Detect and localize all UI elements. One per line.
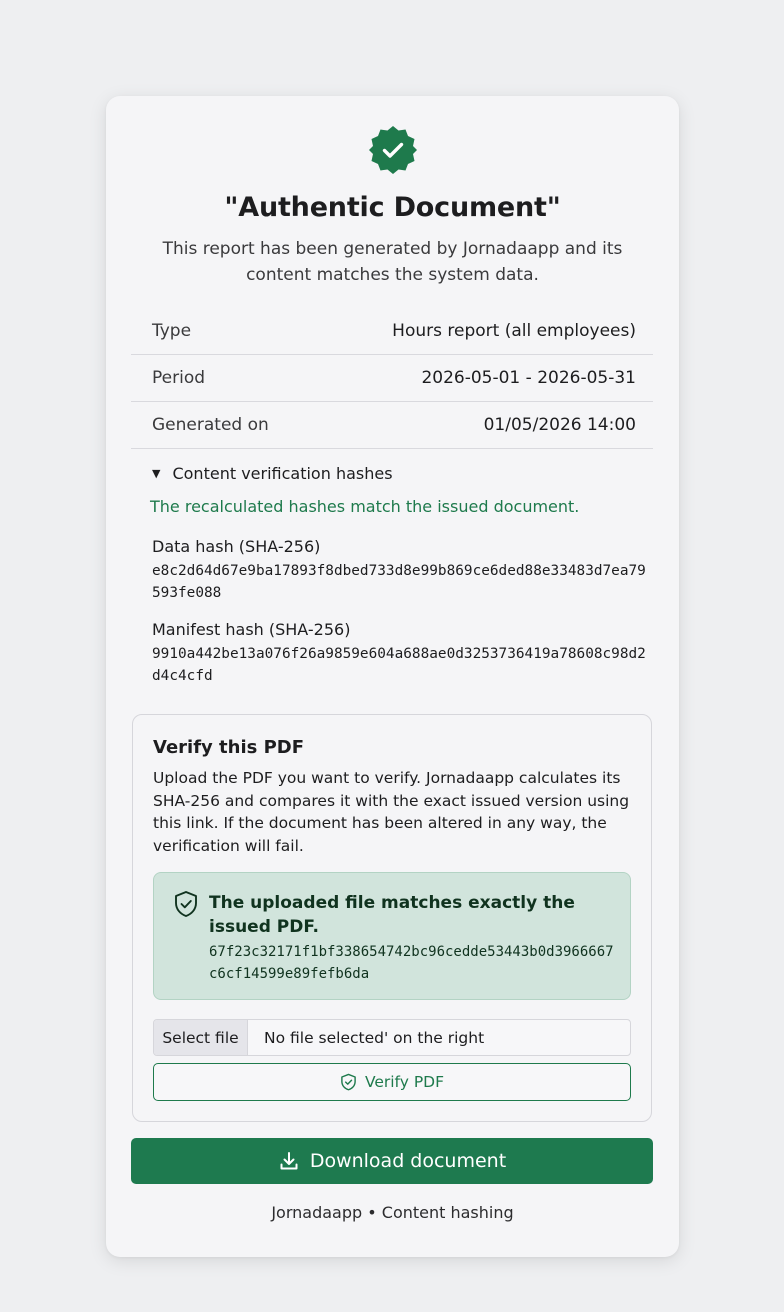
detail-value: Hours report (all employees) bbox=[392, 321, 636, 341]
shield-check-icon bbox=[340, 1073, 357, 1091]
file-name-display: No file selected' on the right bbox=[264, 1028, 485, 1047]
download-document-button[interactable] bbox=[131, 1138, 653, 1184]
hashes-status-message: The recalculated hashes match the issued document. bbox=[150, 497, 580, 516]
verify-pdf-button[interactable] bbox=[153, 1063, 631, 1101]
detail-label: Period bbox=[152, 368, 206, 388]
uploaded-file-hash: 67f23c32171f1bf338654742bc96cedde53443b0d3966667c6cf14599e89fefb6da bbox=[209, 944, 614, 982]
hashes-summary-label: Content verification hashes bbox=[172, 464, 393, 483]
verify-panel-description: Upload the PDF you want to verify. Jornadaapp calculates its SHA-256 and compares it with the exact issued version using this link. If the document has been altered in any way, the verification will fail. bbox=[153, 769, 630, 855]
page-title: "Authentic Document" bbox=[224, 192, 561, 223]
verify-panel-title: Verify this PDF bbox=[153, 737, 305, 758]
detail-row-period bbox=[131, 355, 653, 402]
triangle-down-icon: ▼ bbox=[152, 467, 161, 480]
detail-row-type bbox=[131, 308, 653, 355]
footer-text: Jornadaapp • Content hashing bbox=[271, 1203, 514, 1222]
select-file-button[interactable]: Select file bbox=[154, 1020, 248, 1055]
download-button-label: Download document bbox=[309, 1150, 507, 1172]
file-input[interactable] bbox=[153, 1019, 631, 1056]
verification-result-alert bbox=[153, 872, 631, 1000]
data-hash-value: e8c2d64d67e9ba17893f8dbed733d8e99b869ce6ded88e33483d7ea79593fe088 bbox=[152, 563, 646, 601]
detail-label: Generated on bbox=[152, 415, 269, 435]
page-subtitle: This report has been generated by Jornadaapp and its content matches the system data. bbox=[162, 239, 623, 285]
manifest-hash-label: Manifest hash (SHA-256) bbox=[152, 620, 351, 639]
manifest-hash-value: 9910a442be13a076f26a9859e604a688ae0d3253736419a78608c98d2d4c4cfd bbox=[152, 646, 646, 684]
detail-value: 01/05/2026 14:00 bbox=[483, 415, 636, 435]
shield-check-icon bbox=[173, 890, 199, 918]
verify-pdf-button-label: Verify PDF bbox=[364, 1073, 445, 1091]
verify-pdf-panel bbox=[132, 714, 652, 1122]
download-icon bbox=[278, 1150, 300, 1172]
detail-row-generated-on bbox=[131, 402, 653, 449]
detail-value: 2026-05-01 - 2026-05-31 bbox=[421, 368, 636, 388]
detail-label: Type bbox=[152, 321, 192, 341]
hashes-disclosure-toggle[interactable] bbox=[152, 464, 393, 483]
verified-badge-icon bbox=[367, 124, 419, 176]
verification-result-title: The uploaded file matches exactly the issued PDF. bbox=[209, 893, 575, 937]
data-hash-label: Data hash (SHA-256) bbox=[152, 537, 321, 556]
verification-card bbox=[106, 96, 679, 1257]
